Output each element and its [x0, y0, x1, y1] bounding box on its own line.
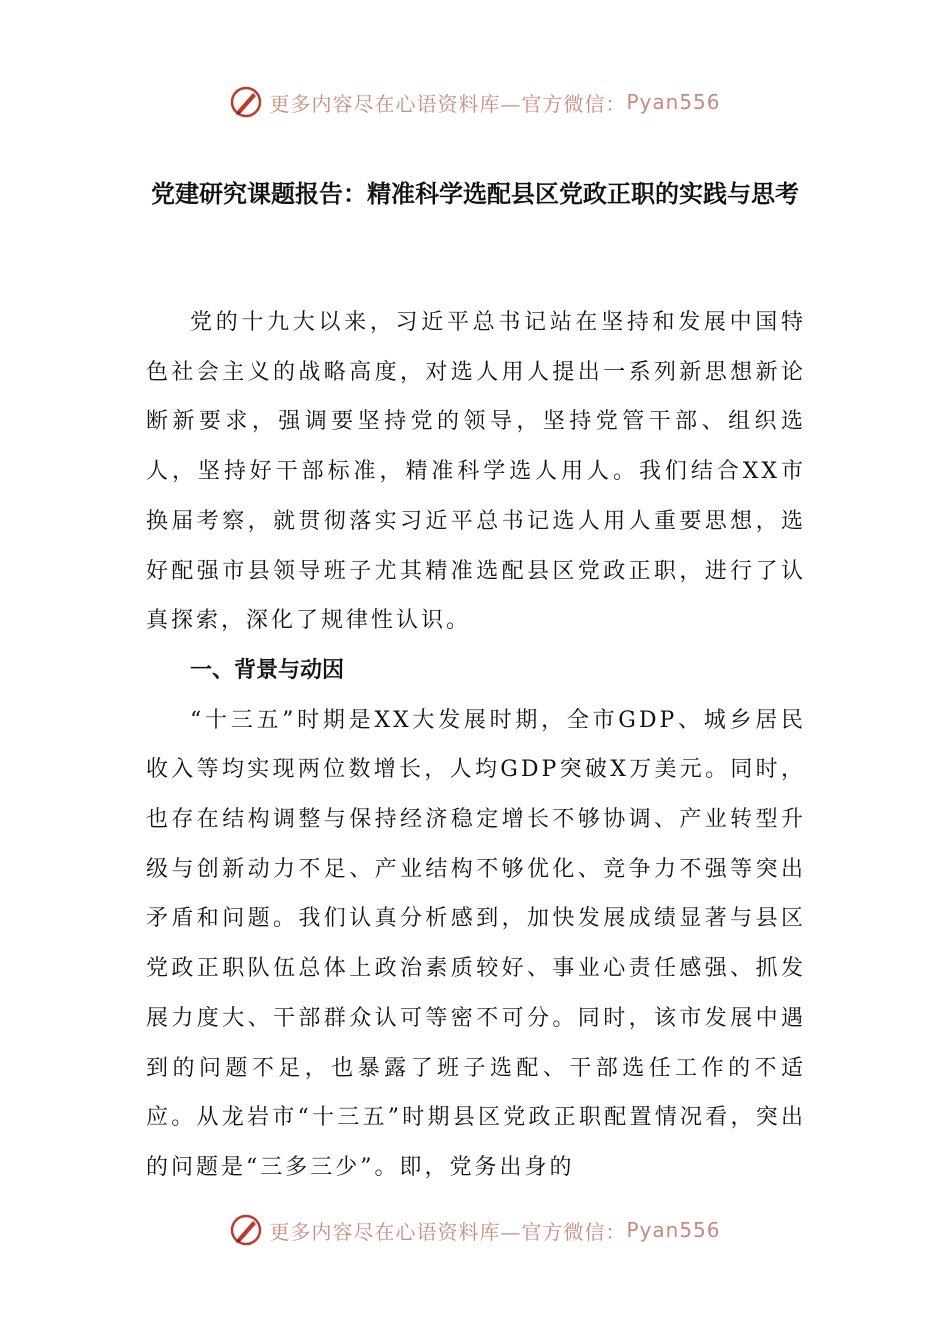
- pen-logo-icon: [229, 1213, 263, 1247]
- pen-logo-icon: [229, 85, 263, 119]
- document-title: 党建研究课题报告：精准科学选配县区党政正职的实践与思考: [151, 179, 799, 208]
- watermark-text: 更多内容尽在心语资料库—官方微信：: [269, 1219, 627, 1244]
- watermark-banner-top: [0, 82, 950, 122]
- watermark-code: Pyan556: [626, 1218, 721, 1242]
- watermark-text: 更多内容尽在心语资料库—官方微信：: [269, 91, 627, 116]
- document-body: [146, 298, 806, 1193]
- watermark-banner-bottom: [0, 1210, 950, 1250]
- section-heading: 一、背景与动因: [190, 657, 345, 683]
- section-paragraph: “十三五”时期是XX大发展时期，全市GDP、城乡居民收入等均实现两位数增长，人均GDP突破X万美元。同时，也存在结构调整与保持经济稳定增长不够协调、产业转型升级与创新动力不足、产业结构不够优化、竞争力不强等突出矛盾和问题。我们认真分析感到，加快发展成绩显著与县区党政正职队伍总体上政治素质较好、事业心责任感强、抓发展力度大、干部群众认可等密不可分。同时，该市发展中遇到的问题不足，也暴露了班子选配、干部选任工作的不适应。从龙岩市“十三五”时期县区党政正职配置情况看，突出的问题是“三多三少”。即，党务出身的: [146, 707, 806, 1180]
- watermark-code: Pyan556: [626, 90, 721, 114]
- intro-paragraph: 党的十九大以来，习近平总书记站在坚持和发展中国特色社会主义的战略高度，对选人用人提出一系列新思想新论断新要求，强调要坚持党的领导，坚持党管干部、组织选人，坚持好干部标准，精准科学选人用人。我们结合XX市换届考察，就贯彻落实习近平总书记选人用人重要思想，选好配强市县领导班子尤其精准选配县区党政正职，进行了认真探索，深化了规律性认识。: [146, 310, 806, 634]
